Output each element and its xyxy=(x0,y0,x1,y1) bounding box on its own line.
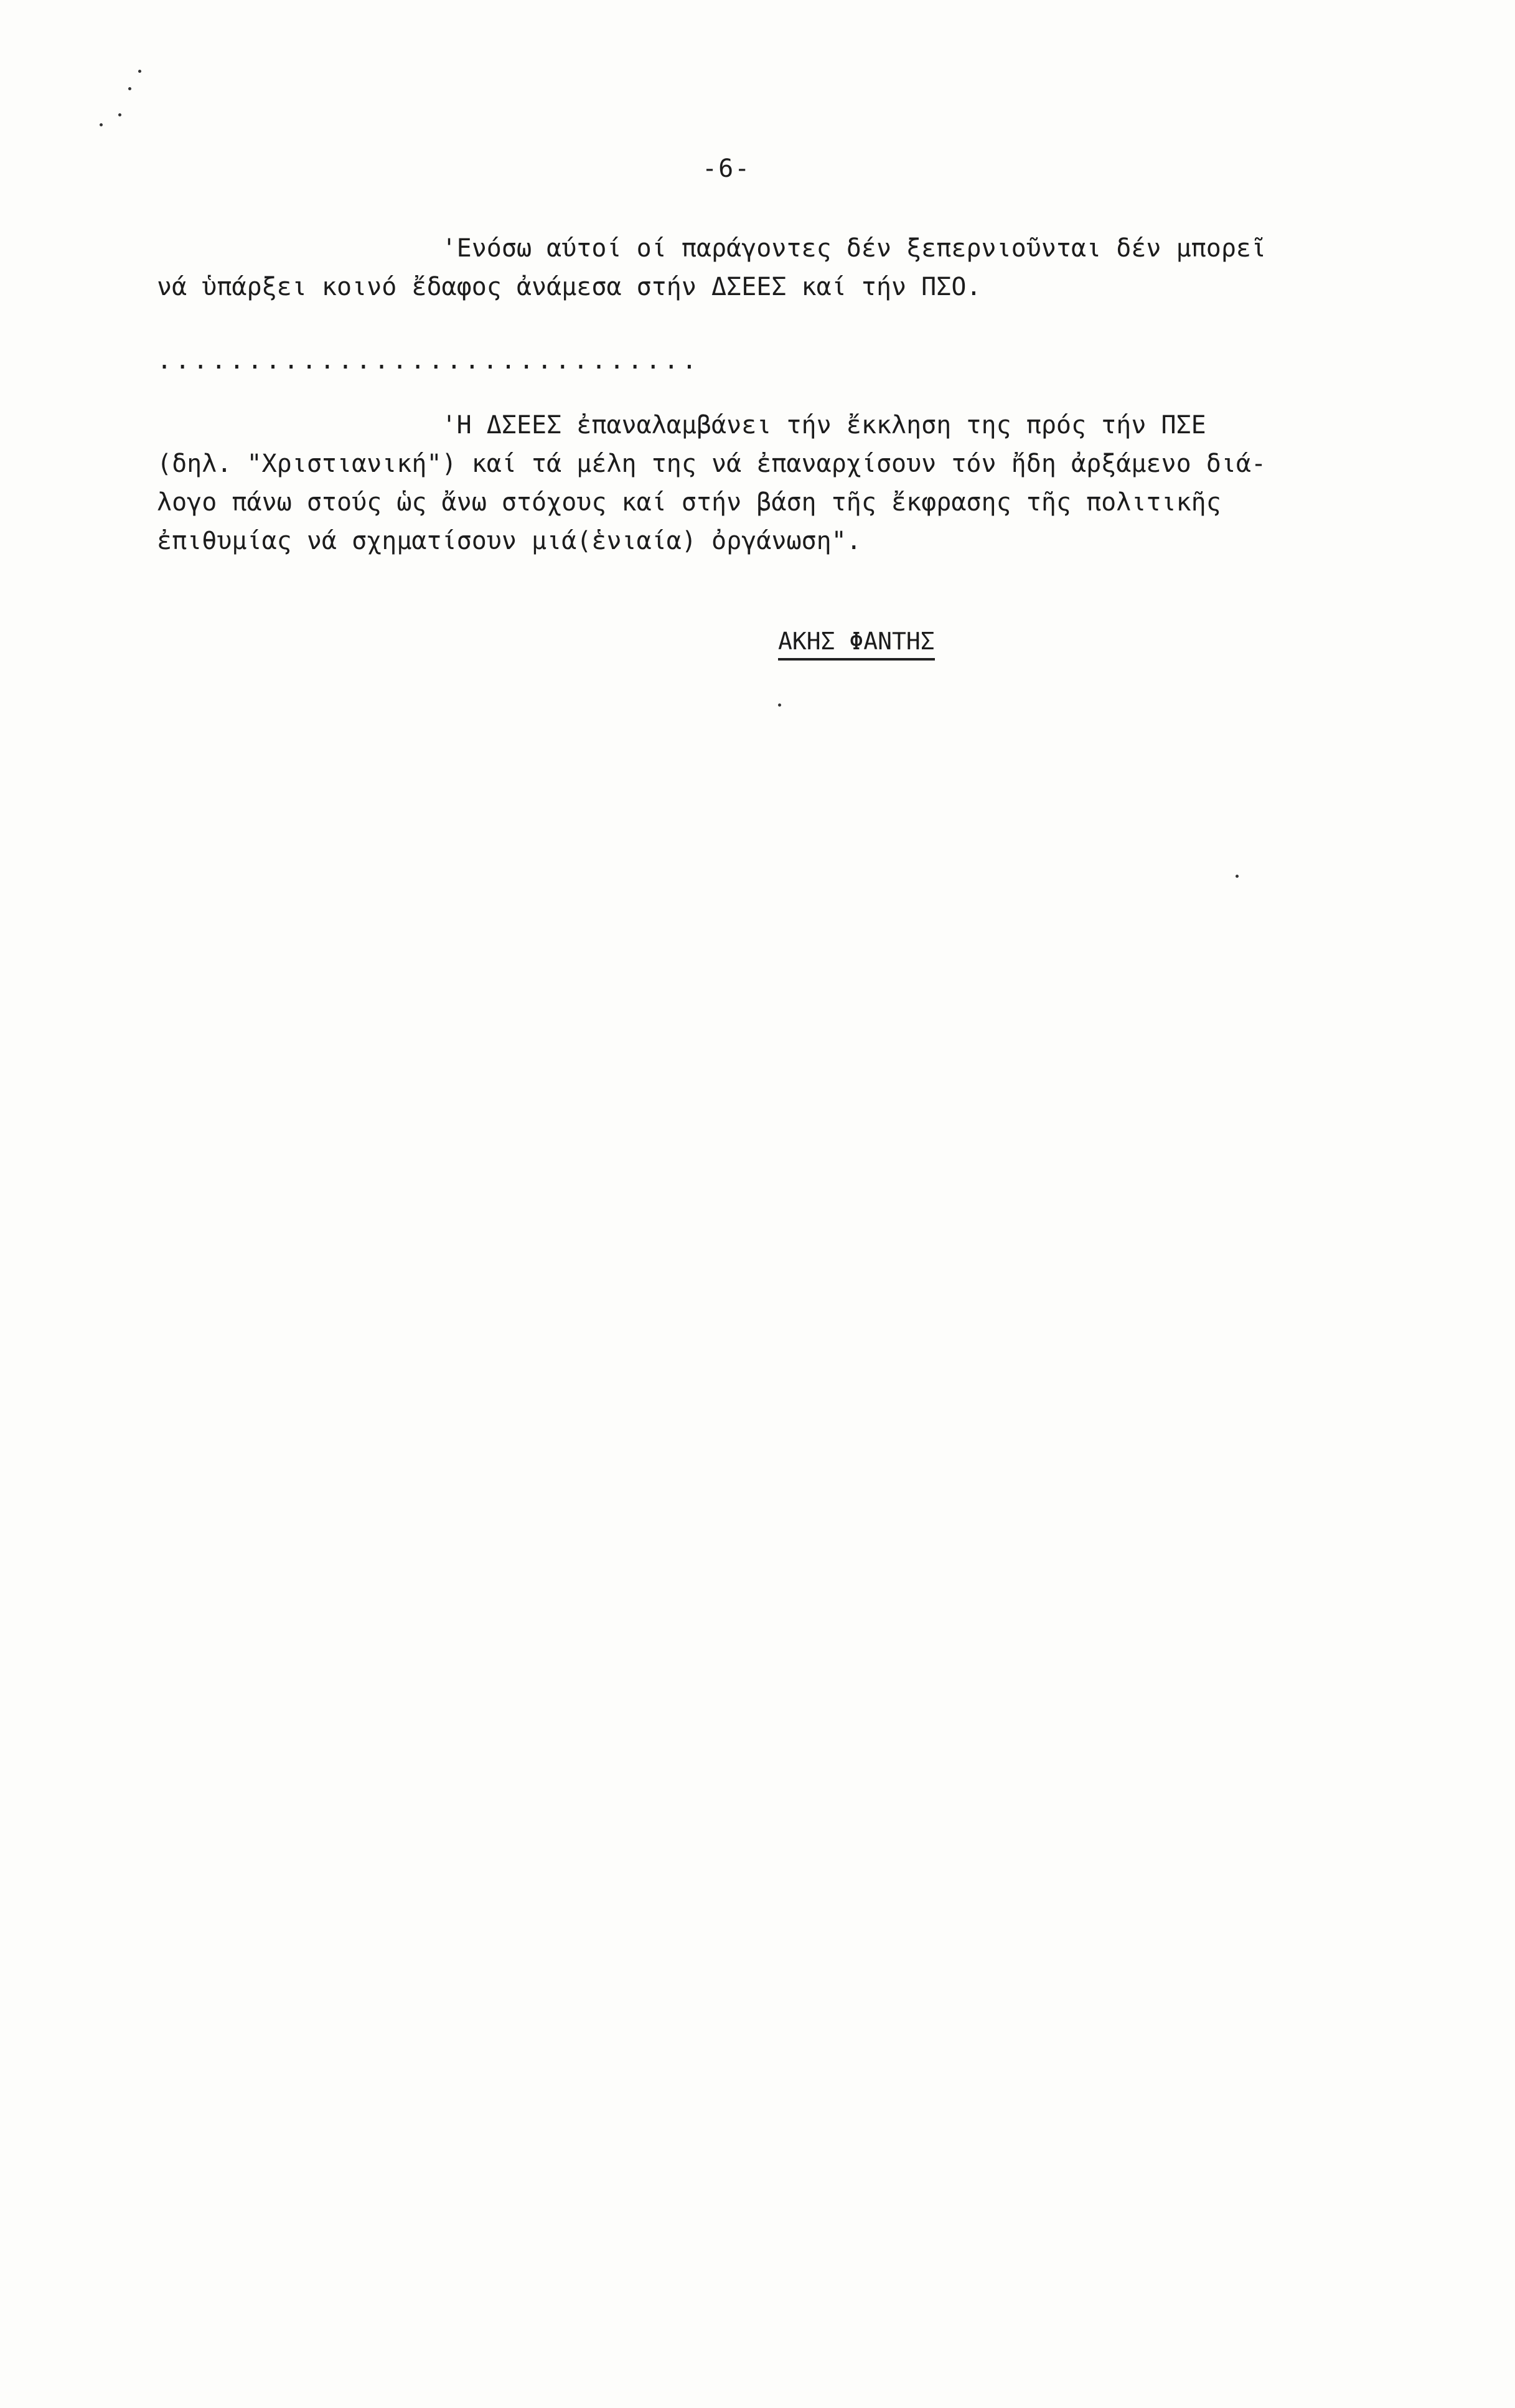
paragraph-2 xyxy=(157,406,1327,560)
page-number: -6- xyxy=(702,154,751,183)
scan-speck xyxy=(778,703,781,707)
paragraph-line: 'Η ΔΣΕΕΣ ἐπαναλαμβάνει τήν ἔκκληση της πρός τήν ΠΣΕ xyxy=(157,411,1206,440)
scan-speck xyxy=(138,70,141,73)
paragraph-line: λογο πάνω στούς ὡς ἄνω στόχους καί στήν βάση τῆς ἔκφρασης τῆς πολιτικῆς xyxy=(157,488,1221,517)
omission-separator: .............................. xyxy=(157,346,700,375)
paragraph-line: ἐπιθυμίας νά σχηματίσουν μιά(ἑνιαία) ὀργάνωση". xyxy=(157,527,861,555)
scan-speck xyxy=(128,87,131,90)
paragraph-line: 'Ενόσω αύτοί οί παράγοντες δέν ξεπερνιοῦνται δέν μπορεῖ xyxy=(157,234,1267,263)
paragraph-line: νά ὑπάρξει κοινό ἔδαφος ἀνάμεσα στήν ΔΣΕΕΣ καί τήν ΠΣΟ. xyxy=(157,273,982,301)
paragraph-line: (δηλ. "Χριστιανική") καί τά μέλη της νά ἐπαναρχίσουν τόν ἤδη ἀρξάμενο διά- xyxy=(157,449,1267,478)
scan-speck xyxy=(1236,875,1239,878)
scan-speck xyxy=(118,113,121,116)
paragraph-1 xyxy=(157,229,1327,306)
author-signature: ΑΚΗΣ ΦΑΝΤΗΣ xyxy=(778,626,935,661)
scan-speck xyxy=(100,123,103,126)
